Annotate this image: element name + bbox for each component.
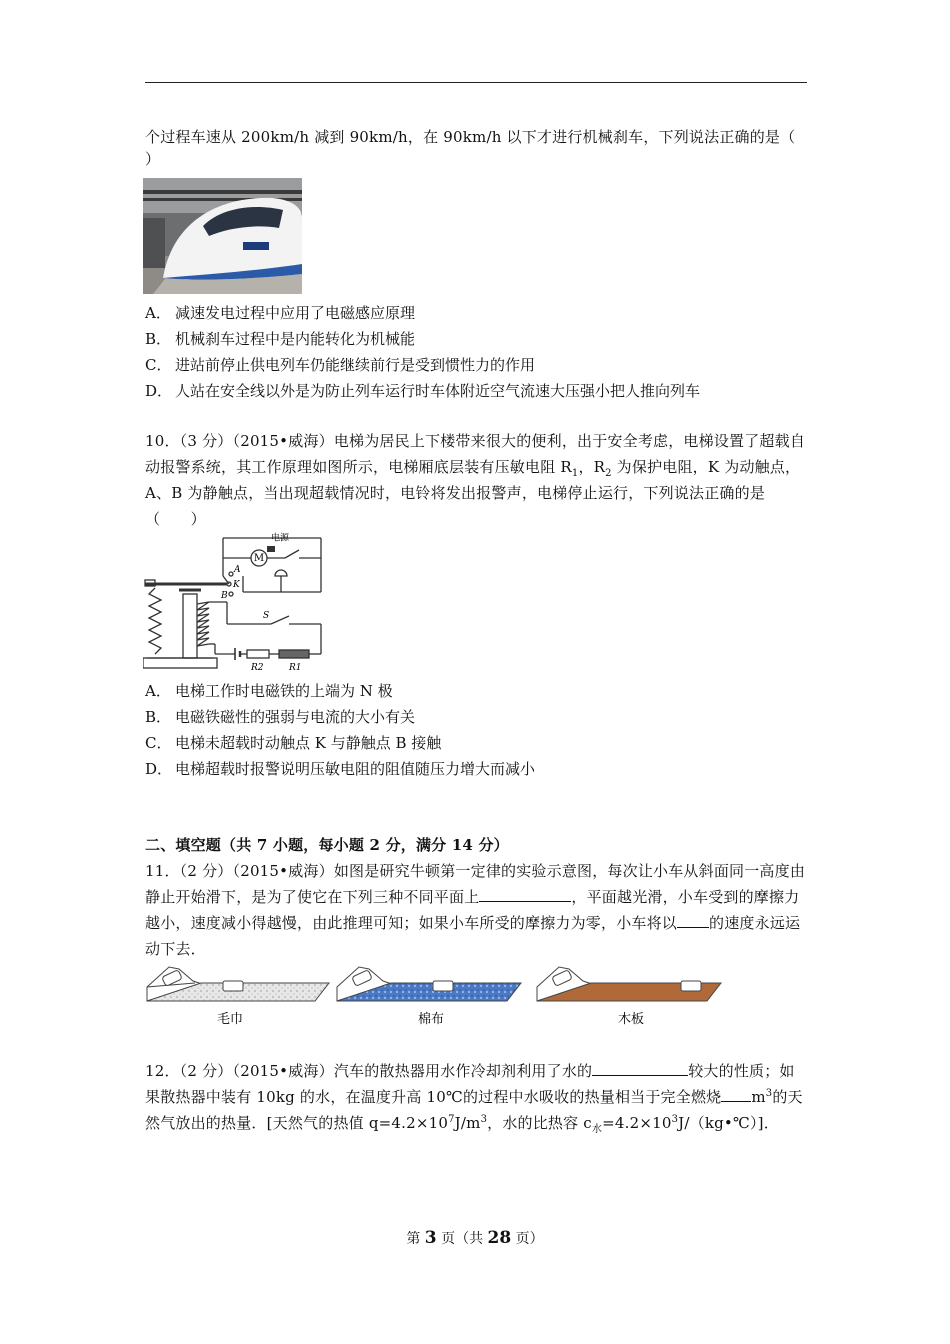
q9-option-a: A． 减速发电过程中应用了电磁感应原理 bbox=[145, 304, 416, 322]
q11-blank-1 bbox=[479, 886, 571, 902]
q12-stem: 12．（2 分）（2015•威海）汽车的散热器用水作冷却剂利用了水的 较大的性质；如果散热器中装有 10kg 的水，在温度升高 10℃的过程中水吸收的热量相当于完全燃烧 $m^3$的天然气放出的热量．[天然气的热值 $q=4.2\times 10^7J/m^3$，水的比热容 $c_水=4.2\times 10^3J/(kg•℃)$]． bbox=[145, 1062, 803, 1135]
switch-s-label: S bbox=[263, 611, 270, 621]
newton-experiment-figure bbox=[145, 965, 725, 1029]
section-heading: 二、填空题（共 7 小题，每小题 2 分，满分 14 分） bbox=[145, 836, 509, 854]
q11-blank-2 bbox=[677, 912, 709, 928]
contact-b-label: B bbox=[221, 591, 228, 601]
contact-k-label: K bbox=[233, 580, 240, 590]
q9-continuation bbox=[145, 124, 807, 172]
q10-option-a: A． 电梯工作时电磁铁的上端为 N 极 bbox=[145, 682, 393, 700]
wood-panel bbox=[537, 967, 721, 1027]
q12-blank-2 bbox=[721, 1086, 751, 1102]
q9-option-c: C． 进站前停止供电列车仍能继续前行是受到惯性力的作用 bbox=[145, 356, 536, 374]
q9-line2: ） bbox=[145, 150, 161, 168]
r1-label: R1 bbox=[289, 663, 302, 673]
towel-panel bbox=[147, 967, 329, 1027]
q10-option-b: B． 电磁铁磁性的强弱与电流的大小有关 bbox=[145, 708, 416, 726]
q9-line1: 个过程车速从 200km/h 减到 90km/h，在 90km/h 以下才进行机械刹车，下列说法正确的是（ bbox=[145, 128, 796, 146]
total-pages: 28 bbox=[487, 1228, 512, 1248]
q9-option-b: B． 机械刹车过程中是内能转化为机械能 bbox=[145, 330, 416, 348]
q9-option-d: D． 人站在安全线以外是为防止列车运行时车体附近空气流速大压强小把人推向列车 bbox=[145, 382, 701, 400]
q10-stem: 10．（3 分）（2015•威海）电梯为居民上下楼带来很大的便利，出于安全考虑，电梯设置了超载自动报警系统，其工作原理如图所示，电梯厢底层装有压敏电阻 $R_1$，$R_2$ 为保护电阻，K 为动触点，A、B 为静触点，当出现超载情况时，电铃将发出报警声，电梯停止运行，下列说法正确的是（ ） bbox=[145, 432, 806, 528]
surface-label-wood: 木板 bbox=[617, 1012, 645, 1027]
page-number: 3 bbox=[424, 1228, 437, 1248]
surface-label-towel: 毛巾 bbox=[216, 1012, 244, 1027]
motor-label: M bbox=[253, 553, 265, 564]
header-rule bbox=[145, 82, 807, 83]
cotton-panel bbox=[337, 967, 521, 1027]
r2-label: R2 bbox=[251, 663, 264, 673]
power-label: 电源 bbox=[271, 533, 290, 544]
elevator-circuit-diagram bbox=[143, 532, 325, 674]
q10-option-d: D． 电梯超载时报警说明压敏电阻的阻值随压力增大而减小 bbox=[145, 760, 536, 778]
q11-stem: 11．（2 分）（2015•威海）如图是研究牛顿第一定律的实验示意图，每次让小车从斜面同一高度由静止开始滑下，是为了使它在下列三种不同平面上 ，平面越光滑，小车受到的摩擦力越小，速度减小得越慢，由此推理可知；如果小车所受的摩擦力为零，小车将以 的速度永远运动下去． bbox=[145, 862, 806, 958]
page-footer: 第 3 页（共 28 页） bbox=[406, 1228, 544, 1248]
train-photo bbox=[143, 178, 302, 294]
surface-label-cotton: 棉布 bbox=[417, 1012, 445, 1027]
q12-blank-1 bbox=[592, 1060, 688, 1076]
contact-a-label: A bbox=[234, 565, 241, 575]
q10-option-c: C． 电梯未超载时动触点 K 与静触点 B 接触 bbox=[145, 734, 442, 752]
